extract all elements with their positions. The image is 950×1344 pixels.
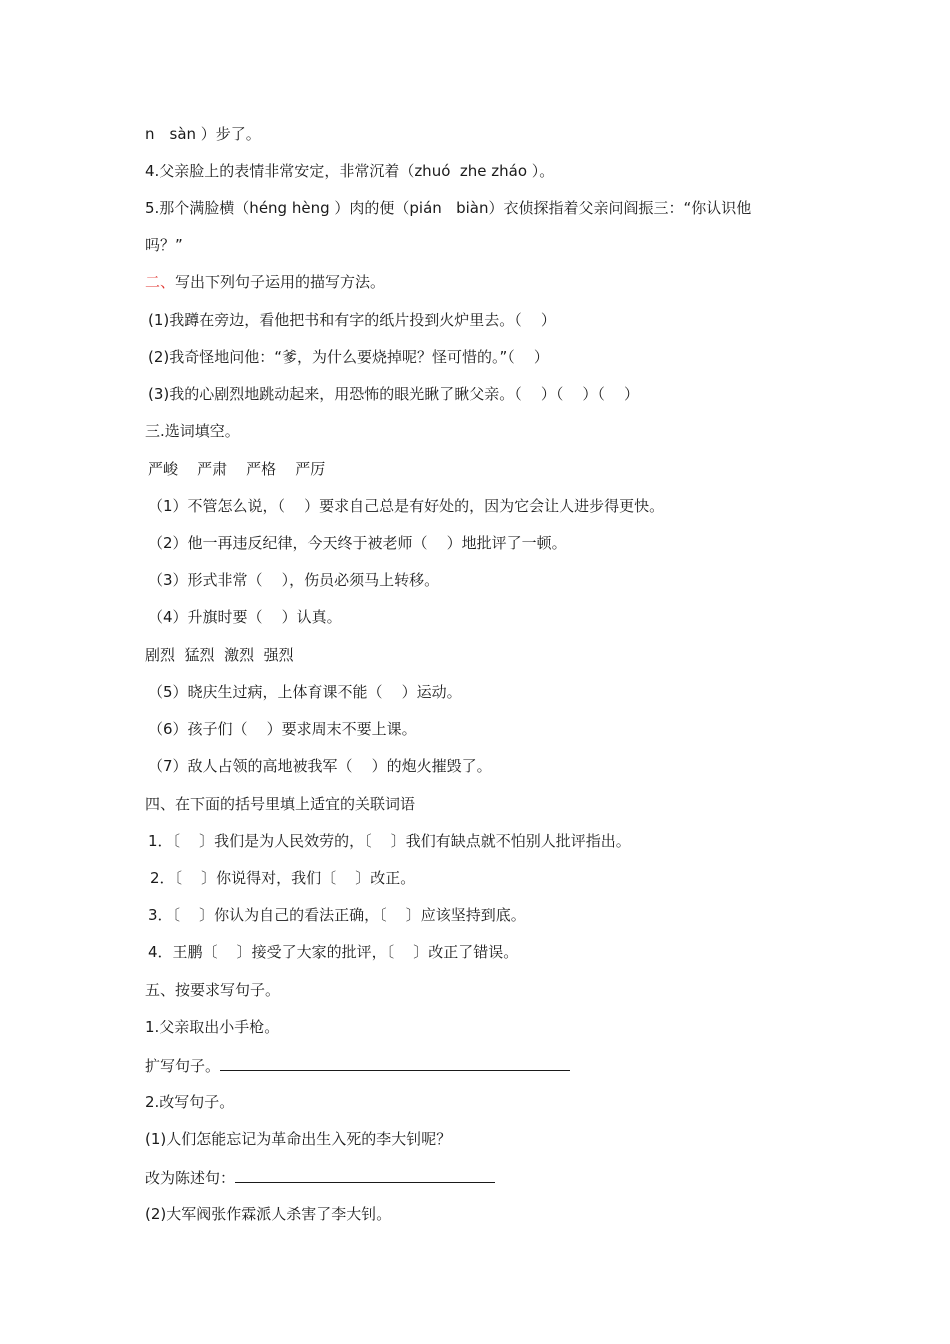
question-4-pinyin: 4.父亲脸上的表情非常安定，非常沉着（zhuó zhe zháo ）。 bbox=[145, 162, 555, 180]
section-2-number: 二、 bbox=[145, 273, 176, 291]
section-2-title: 写出下列句子运用的描写方法。 bbox=[175, 273, 386, 291]
rewrite-question-1: (1)人们怎能忘记为革命出生入死的李大钊呢？ bbox=[145, 1130, 452, 1148]
section-4-item-4: 4．王鹏〔 〕接受了大家的批评，〔 〕改正了错误。 bbox=[148, 943, 519, 961]
section-3-item-2: （2）他一再违反纪律，今天终于被老师（ ）地批评了一顿。 bbox=[148, 534, 567, 552]
section-4-title: 四、在下面的括号里填上适宜的关联词语 bbox=[145, 795, 416, 813]
section-4-item-2: 2．〔 〕你说得对，我们〔 〕改正。 bbox=[150, 869, 416, 887]
section-5-sentence-1: 1.父亲取出小手枪。 bbox=[145, 1018, 280, 1036]
section-3-item-1: （1）不管怎么说，（ ）要求自己总是有好处的，因为它会让人进步得更快。 bbox=[148, 497, 665, 515]
pinyin-line-continued: n sàn ）步了。 bbox=[145, 125, 261, 143]
section-3-item-7: （7）敌人占领的高地被我军（ ）的炮火摧毁了。 bbox=[148, 757, 492, 775]
declarative-rewrite-prompt: 改为陈述句： bbox=[145, 1169, 236, 1187]
section-2-item-3: (3)我的心剧烈地跳动起来，用恐怖的眼光瞅了瞅父亲。（ ）（ ）（ ） bbox=[148, 385, 639, 403]
expand-sentence-row bbox=[145, 1054, 570, 1076]
expand-sentence-prompt: 扩写句子。 bbox=[145, 1057, 221, 1075]
declarative-rewrite-row bbox=[145, 1166, 495, 1188]
section-3-item-5: （5）晓庆生过病，上体育课不能（ ）运动。 bbox=[148, 683, 462, 701]
section-3-item-4: （4）升旗时要（ ）认真。 bbox=[148, 608, 342, 626]
section-5-rewrite-heading: 2.改写句子。 bbox=[145, 1093, 235, 1111]
section-4-item-3: 3．〔 〕你认为自己的看法正确，〔 〕应该坚持到底。 bbox=[148, 906, 526, 924]
declarative-answer-line[interactable] bbox=[235, 1166, 495, 1183]
section-5-title: 五、按要求写句子。 bbox=[145, 981, 281, 999]
question-5-pinyin-continued: 吗？” bbox=[145, 236, 183, 254]
section-2-item-1: (1)我蹲在旁边，看他把书和有字的纸片投到火炉里去。（ ） bbox=[148, 311, 556, 329]
section-2-item-2: (2)我奇怪地问他：“爹，为什么要烧掉呢？怪可惜的。”（ ） bbox=[148, 348, 549, 366]
rewrite-question-2: (2)大军阀张作霖派人杀害了李大钊。 bbox=[145, 1205, 392, 1223]
section-3-item-6: （6）孩子们（ ）要求周末不要上课。 bbox=[148, 720, 417, 738]
expand-sentence-answer-line[interactable] bbox=[220, 1054, 570, 1071]
section-3-item-3: （3）形式非常（ ），伤员必须马上转移。 bbox=[148, 571, 440, 589]
word-bank-1: 严峻 严肃 严格 严厉 bbox=[148, 460, 326, 478]
section-3-title: 三.选词填空。 bbox=[145, 422, 240, 440]
section-4-item-1: 1．〔 〕我们是为人民效劳的，〔 〕我们有缺点就不怕别人批评指出。 bbox=[148, 832, 631, 850]
word-bank-2: 剧烈 猛烈 激烈 强烈 bbox=[145, 646, 294, 664]
question-5-pinyin: 5.那个满脸横（héng hèng ）肉的便（pián biàn）衣侦探指着父亲问阎振三：“你认识他 bbox=[145, 199, 752, 217]
section-2-heading bbox=[145, 272, 385, 292]
